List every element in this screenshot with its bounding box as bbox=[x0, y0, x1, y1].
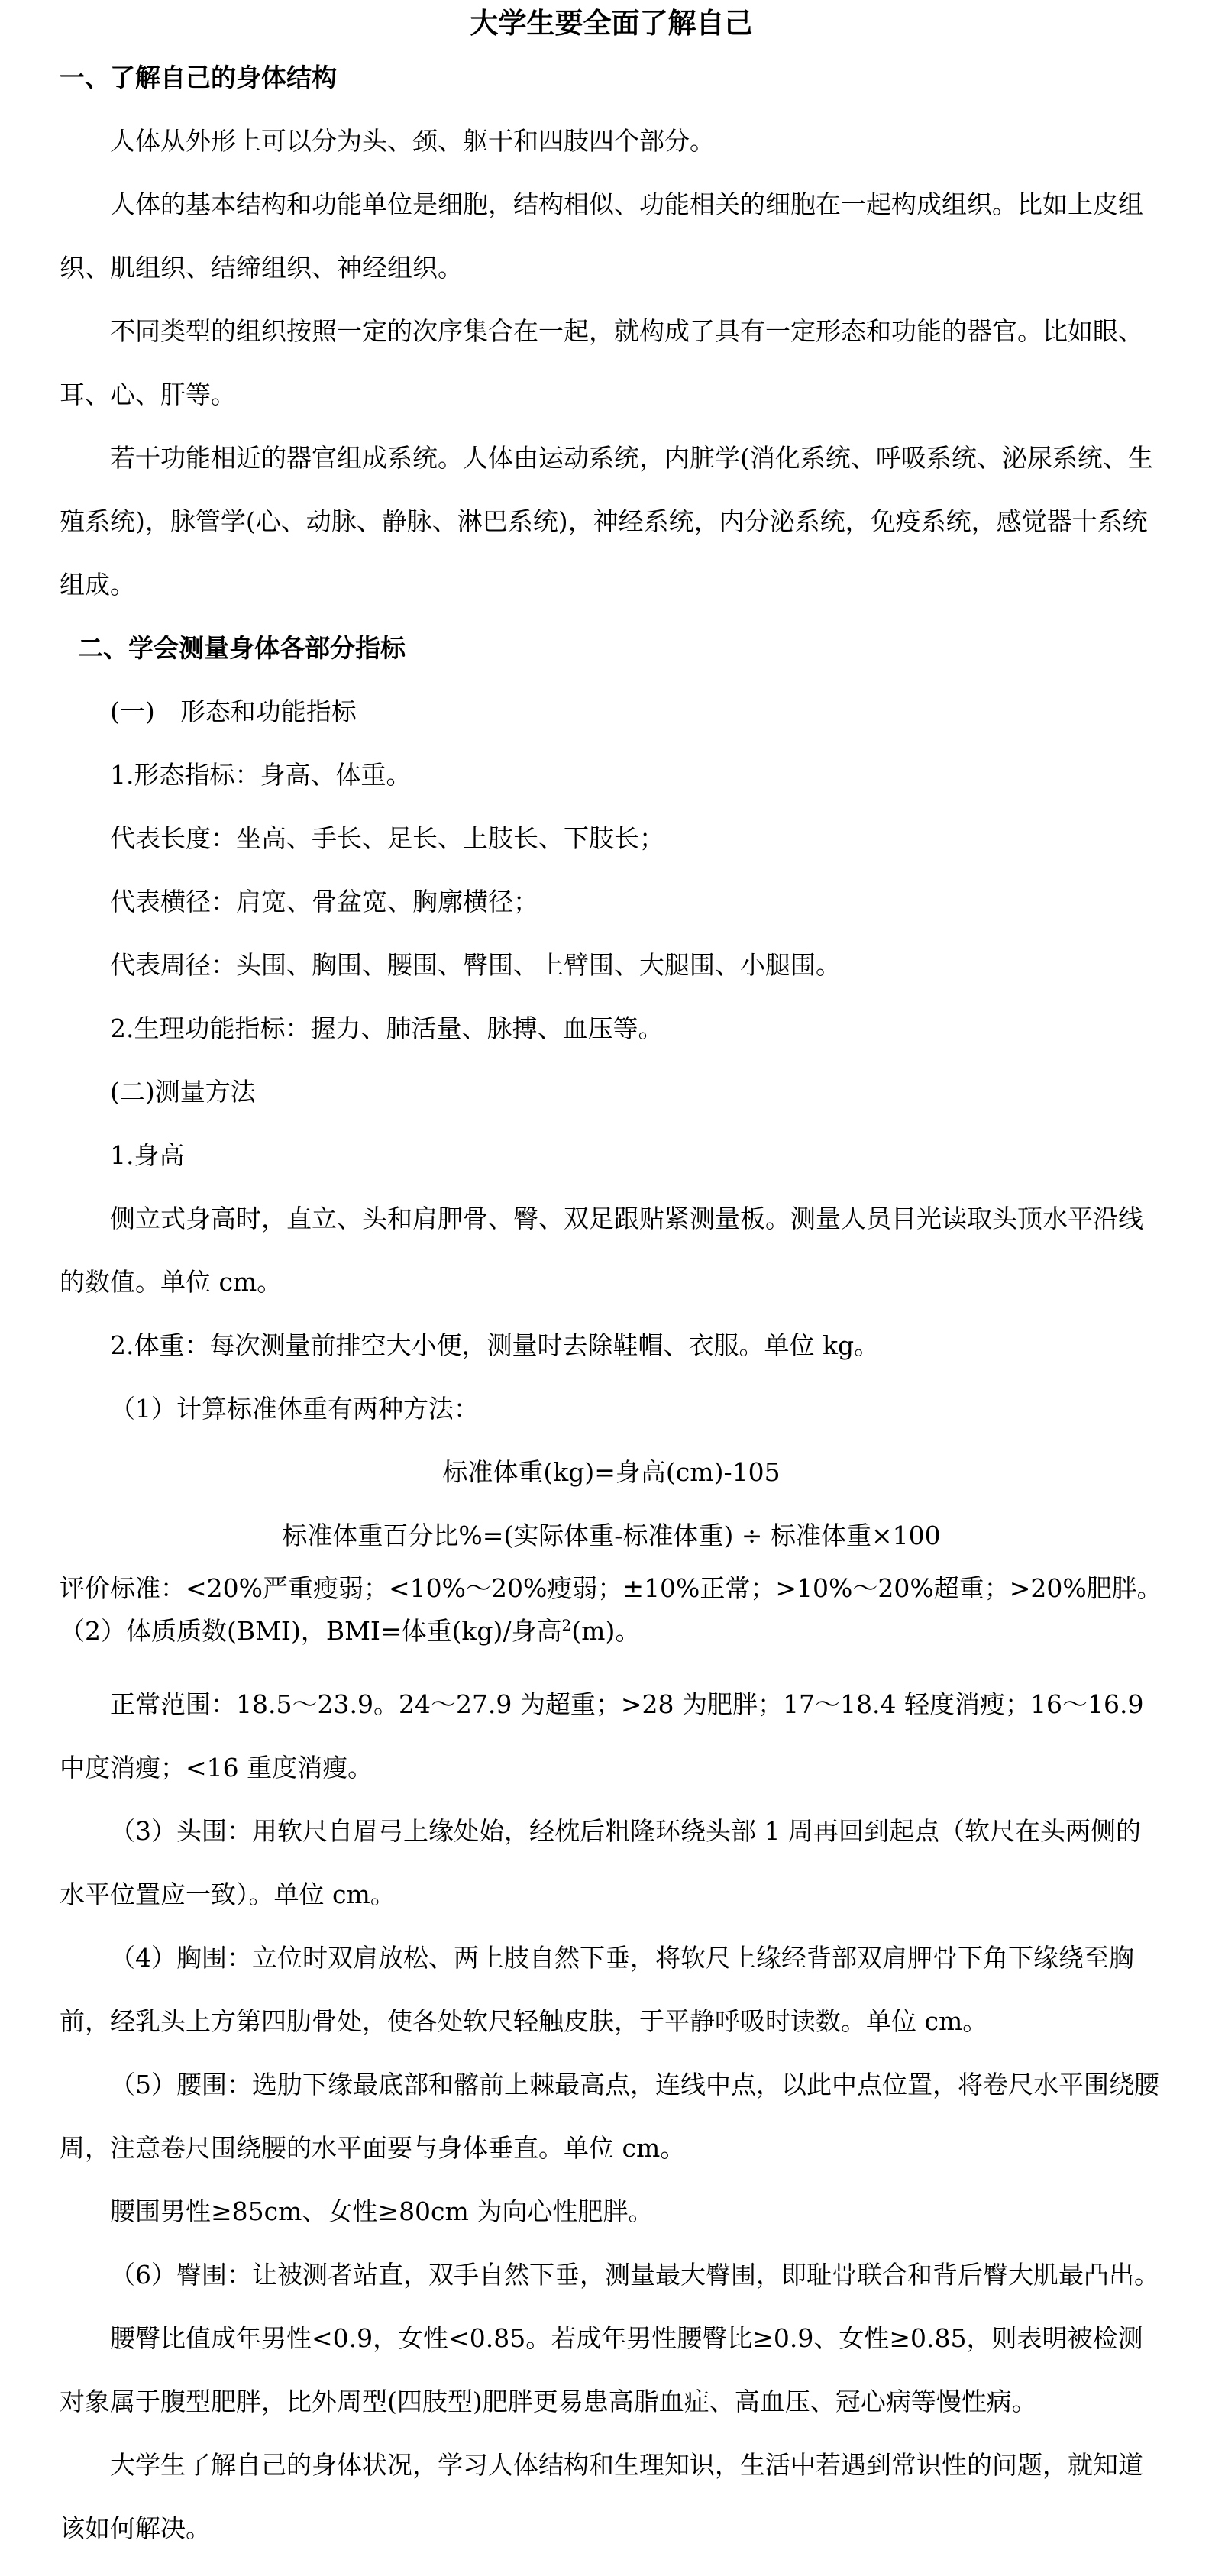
item-length: 代表长度：坐高、手长、足长、上肢长、下肢长； bbox=[110, 823, 664, 853]
paragraph-weight: 2.体重：每次测量前排空大小便，测量时去除鞋帽、衣服。单位 kg。 bbox=[110, 1330, 880, 1360]
paragraph-waist-obesity: 腰围男性≥85cm、女性≥80cm 为向心性肥胖。 bbox=[110, 2196, 654, 2226]
paragraph-evaluation: 评价标准：<20%严重瘦弱；<10%～20%瘦弱；±10%正常；>10%～20%超重；>20%肥胖。 bbox=[60, 1573, 1162, 1603]
formula-standard-weight: 标准体重(kg)=身高(cm)-105 bbox=[442, 1457, 781, 1487]
bmi-unit: (m)。 bbox=[571, 1616, 641, 1646]
paragraph-systems: 若干功能相近的器官组成系统。人体由运动系统，内脏学(消化系统、呼吸系统、泌尿系统、生殖系统)，脉管学(心、动脉、静脉、淋巴系统)，神经系统，内分泌系统，免疫系统，感觉器十系统组成。 bbox=[60, 443, 1153, 600]
item-height-title: 1.身高 bbox=[110, 1140, 185, 1170]
subheading-indicators: (一) 形态和功能指标 bbox=[110, 697, 357, 726]
document-title: 大学生要全面了解自己 bbox=[470, 6, 753, 40]
paragraph-chest-circumference: （4）胸围：立位时双肩放松、两上肢自然下垂，将软尺上缘经背部双肩胛骨下角下缘绕至胸前，经乳头上方第四肋骨处，使各处软尺轻触皮肤，于平静呼吸时读数。单位 cm。 bbox=[60, 1943, 1134, 2036]
section-heading-measurement: 二、学会测量身体各部分指标 bbox=[78, 633, 406, 663]
bmi-superscript: 2 bbox=[561, 1616, 572, 1634]
item-physiology: 2.生理功能指标：握力、肺活量、脉搏、血压等。 bbox=[110, 1013, 664, 1043]
paragraph-bmi bbox=[60, 1610, 1163, 1653]
item-calc-title: （1）计算标准体重有两种方法： bbox=[110, 1394, 479, 1424]
paragraph-waist-circumference: （5）腰围：选肋下缘最底部和髂前上棘最高点，连线中点，以此中点位置，将卷尺水平围绕腰周，注意卷尺围绕腰的水平面要与身体垂直。单位 cm。 bbox=[60, 2070, 1159, 2163]
paragraph-height: 侧立式身高时，直立、头和肩胛骨、臀、双足跟贴紧测量板。测量人员目光读取头顶水平沿线的数值。单位 cm。 bbox=[60, 1204, 1143, 1297]
paragraph-hip-circumference: （6）臀围：让被测者站直，双手自然下垂，测量最大臀围，即耻骨联合和背后臀大肌最凸出。 bbox=[110, 2260, 1159, 2290]
paragraph-organs: 不同类型的组织按照一定的次序集合在一起，就构成了具有一定形态和功能的器官。比如眼、耳、心、肝等。 bbox=[60, 316, 1143, 409]
item-width: 代表横径：肩宽、骨盆宽、胸廓横径； bbox=[110, 887, 538, 916]
paragraph-head-circumference: （3）头围：用软尺自眉弓上缘处始，经枕后粗隆环绕头部 1 周再回到起点（软尺在头两侧的水平位置应一致）。单位 cm。 bbox=[60, 1816, 1141, 1909]
paragraph-cells-tissues: 人体的基本结构和功能单位是细胞，结构相似、功能相关的细胞在一起构成组织。比如上皮组织、肌组织、结缔组织、神经组织。 bbox=[60, 189, 1143, 283]
item-morphology: 1.形态指标：身高、体重。 bbox=[110, 760, 412, 790]
section-heading-body-structure: 一、了解自己的身体结构 bbox=[60, 63, 337, 92]
item-circumference: 代表周径：头围、胸围、腰围、臀围、上臂围、大腿围、小腿围。 bbox=[110, 950, 841, 980]
formula-weight-percentage: 标准体重百分比%=(实际体重-标准体重) ÷ 标准体重×100 bbox=[282, 1521, 941, 1550]
paragraph-bmi-range: 正常范围：18.5～23.9。24～27.9 为超重；>28 为肥胖；17～18.4 轻度消瘦；16～16.9 中度消瘦；<16 重度消瘦。 bbox=[60, 1689, 1144, 1783]
paragraph-conclusion: 大学生了解自己的身体状况，学习人体结构和生理知识，生活中若遇到常识性的问题，就知道该如何解决。 bbox=[60, 2450, 1143, 2543]
bmi-text: （2）体质质数(BMI)，BMI=体重(kg)/身高 bbox=[60, 1616, 562, 1646]
paragraph-body-parts: 人体从外形上可以分为头、颈、躯干和四肢四个部分。 bbox=[110, 126, 715, 156]
subheading-methods: (二)测量方法 bbox=[110, 1077, 256, 1107]
paragraph-waist-hip-ratio: 腰臀比值成年男性<0.9，女性<0.85。若成年男性腰臀比≥0.9、女性≥0.85，则表明被检测对象属于腹型肥胖，比外周型(四肢型)肥胖更易患高脂血症、高血压、冠心病等慢性病。 bbox=[60, 2323, 1143, 2416]
